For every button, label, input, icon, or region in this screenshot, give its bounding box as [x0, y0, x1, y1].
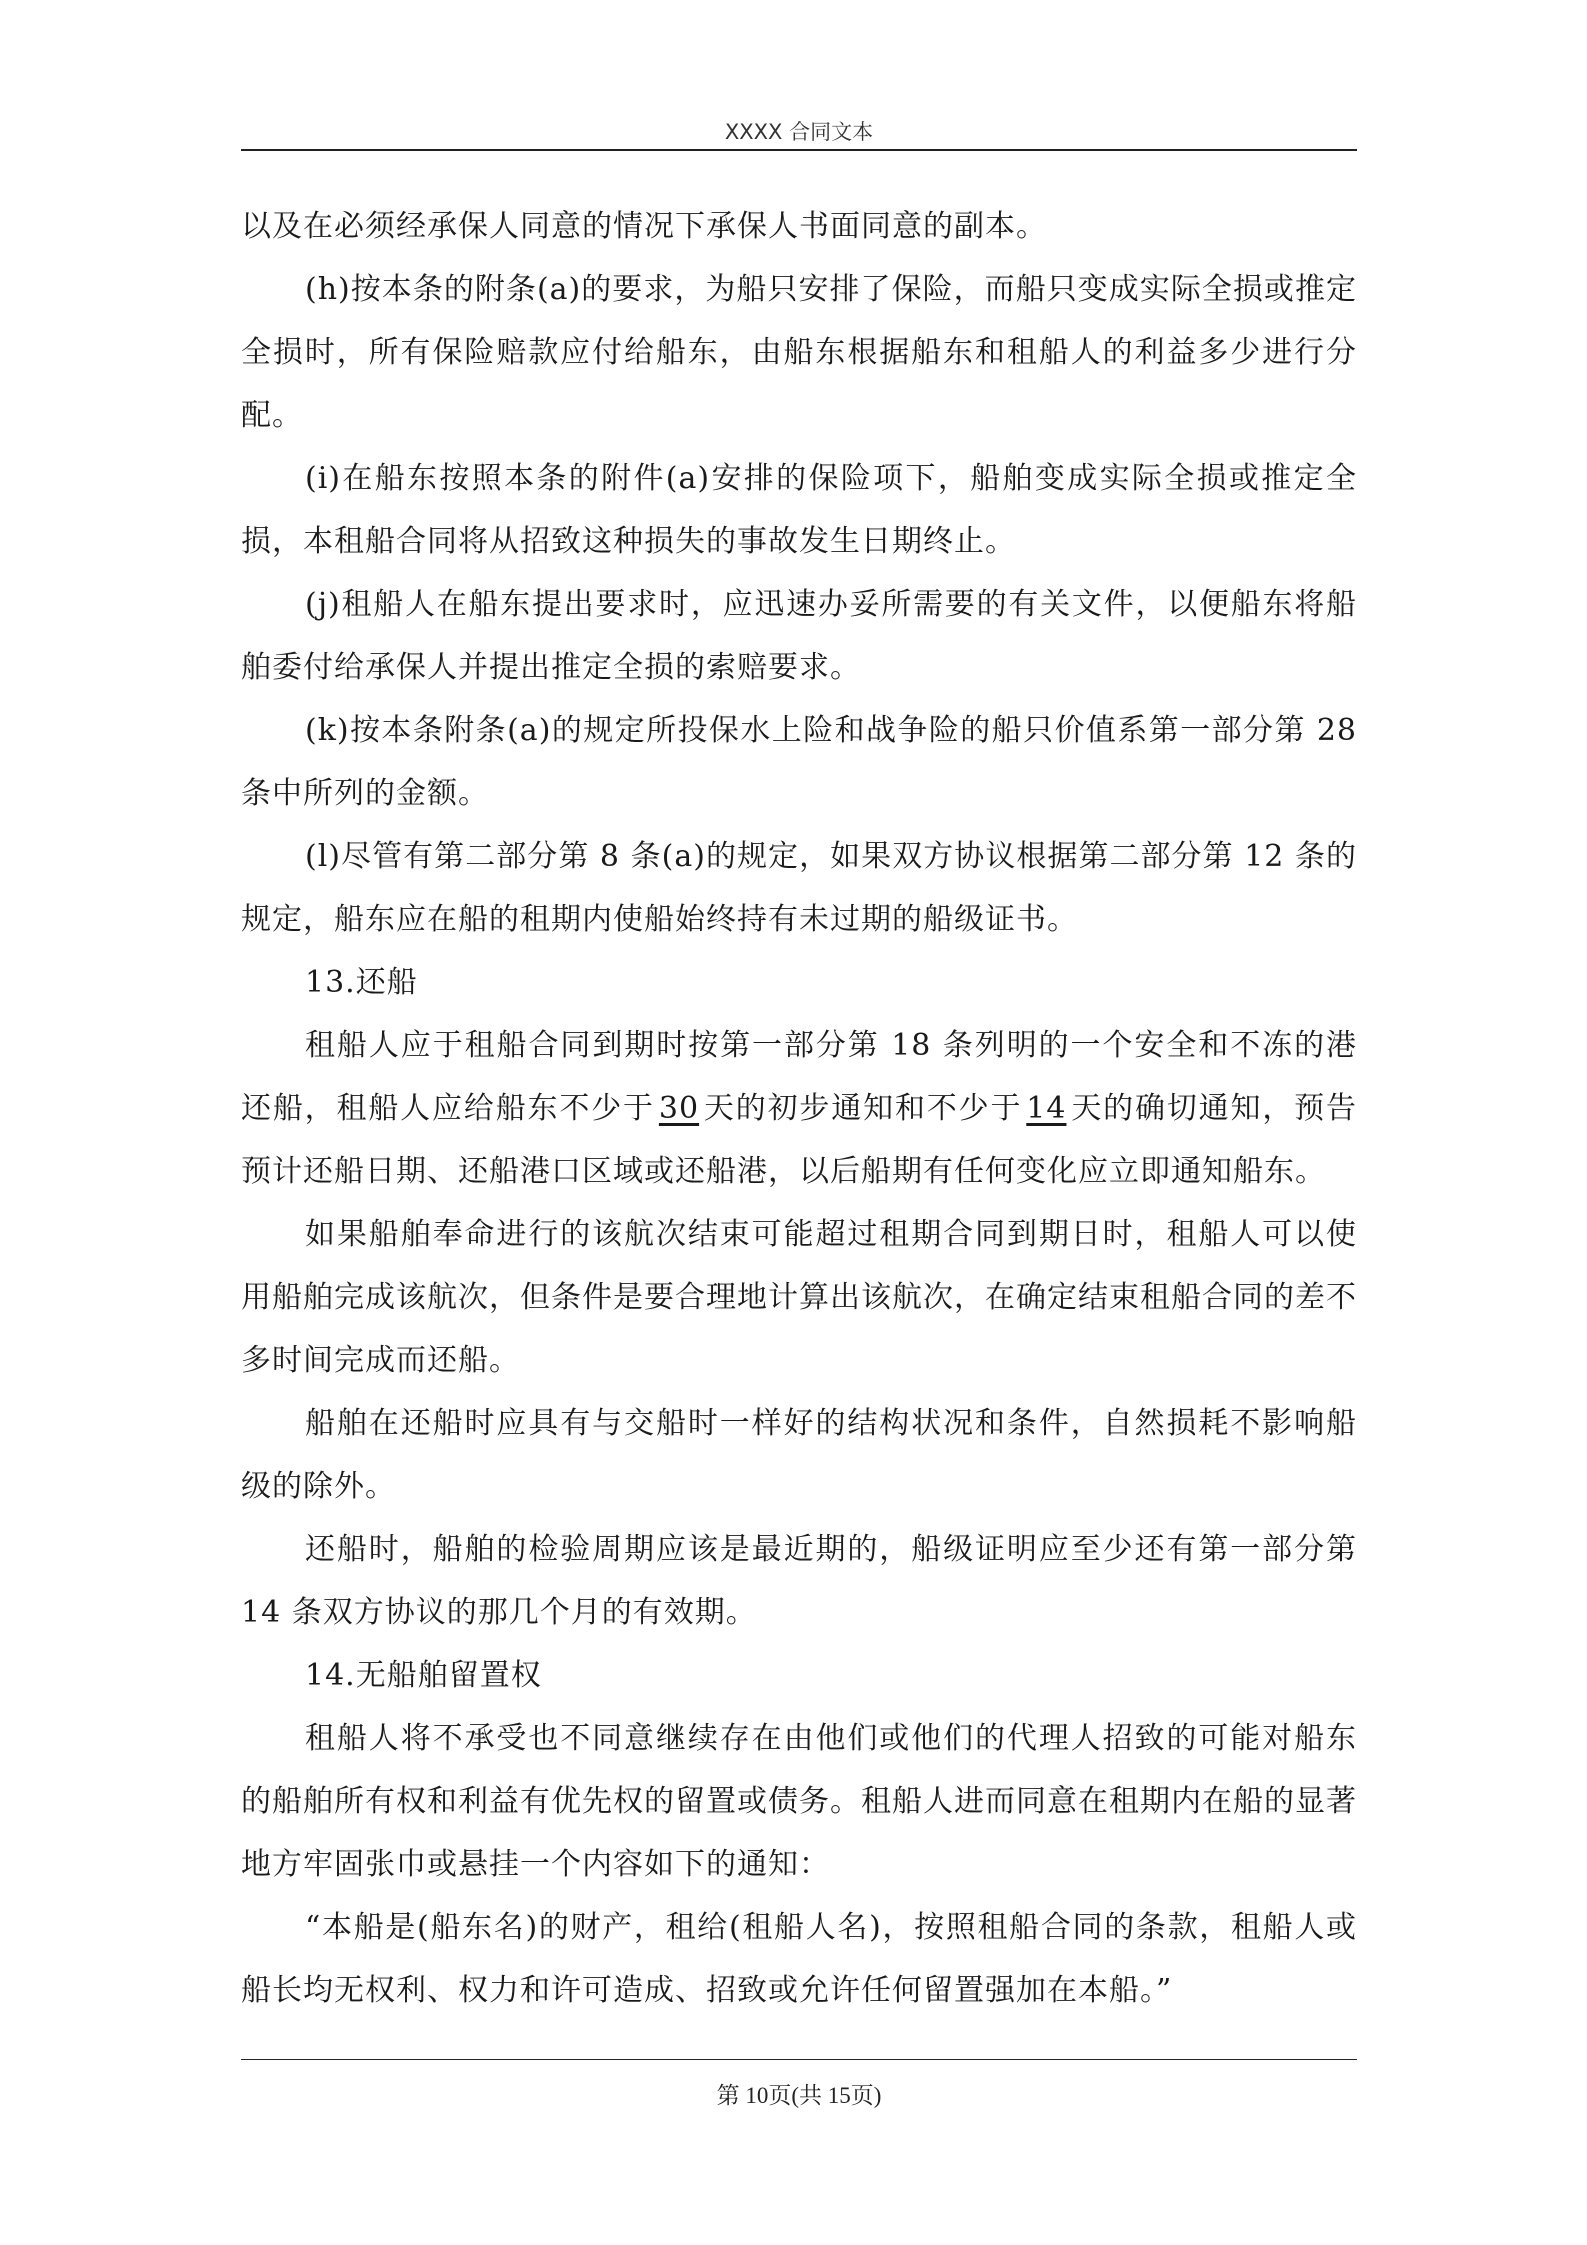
clause-j: (j)租船人在船东提出要求时，应迅速办妥所需要的有关文件，以便船东将船舶委付给承保人并提出推定全损的索赔要求。: [241, 587, 1357, 685]
notice-quote-paragraph: “本船是(船东名)的财产，租给(租船人名)，按照租船合同的条款，租船人或船长均无权利、权力和许可造成、招致或允许任何留置强加在本船。”: [241, 1910, 1357, 2008]
redelivery-text-a: 租船人应于租船合同到期时按第一部分第 18 条列明的一个安全和不冻的港还船，租船人应给船东不少于: [241, 1028, 1357, 1126]
clause-h: (h)按本条的附条(a)的要求，为船只安排了保险，而船只变成实际全损或推定全损时，所有保险赔款应付给船东，由船东根据船东和租船人的利益多少进行分配。: [241, 272, 1357, 433]
survey-period-paragraph: 还船时，船舶的检验周期应该是最近期的，船级证明应至少还有第一部分第 14 条双方协议的那几个月的有效期。: [241, 1532, 1357, 1630]
clause-l: (l)尽管有第二部分第 8 条(a)的规定，如果双方协议根据第二部分第 12 条的规定，船东应在船的租期内使船始终持有未过期的船级证书。: [241, 839, 1357, 937]
no-lien-paragraph: 租船人将不承受也不同意继续存在由他们或他们的代理人招致的可能对船东的船舶所有权和利益有优先权的留置或债务。租船人进而同意在租期内在船的显著地方牢固张巾或悬挂一个内容如下的通知：: [241, 1721, 1357, 1882]
paragraph-continuation: 以及在必须经承保人同意的情况下承保人书面同意的副本。: [241, 209, 1047, 244]
redelivery-notice-paragraph: [241, 1014, 1357, 1203]
redelivery-text-c: 天的确切通知，预告预计还船日期、还船港口区域或还船港，以后船期有任何变化应立即通知船东。: [241, 1091, 1358, 1189]
redelivery-text-b: 天的初步通知和不少于: [703, 1091, 1023, 1126]
section-14-heading: 14.无船舶留置权: [305, 1658, 542, 1693]
initial-notice-days-blank: 30: [658, 1091, 700, 1126]
final-voyage-paragraph: 如果船舶奉命进行的该航次结束可能超过租期合同到期日时，租船人可以使用船舶完成该航次，但条件是要合理地计算出该航次，在确定结束租船合同的差不多时间完成而还船。: [241, 1217, 1357, 1378]
definite-notice-days-blank: 14: [1026, 1091, 1067, 1126]
redelivery-condition-paragraph: 船舶在还船时应具有与交船时一样好的结构状况和条件，自然损耗不影响船级的除外。: [241, 1406, 1357, 1504]
clause-k: (k)按本条附条(a)的规定所投保水上险和战争险的船只价值系第一部分第 28 条中所列的金额。: [241, 713, 1357, 811]
document-body: [241, 195, 1357, 2022]
page-number: 第 10页(共 15页): [716, 2083, 882, 2108]
page-header: XXXX 合同文本: [724, 120, 874, 144]
footer-divider: [241, 2059, 1357, 2060]
header-divider: [241, 149, 1357, 151]
clause-i: (i)在船东按照本条的附件(a)安排的保险项下，船舶变成实际全损或推定全损，本租船合同将从招致这种损失的事故发生日期终止。: [241, 461, 1357, 559]
section-13-heading: 13.还船: [305, 965, 418, 1000]
